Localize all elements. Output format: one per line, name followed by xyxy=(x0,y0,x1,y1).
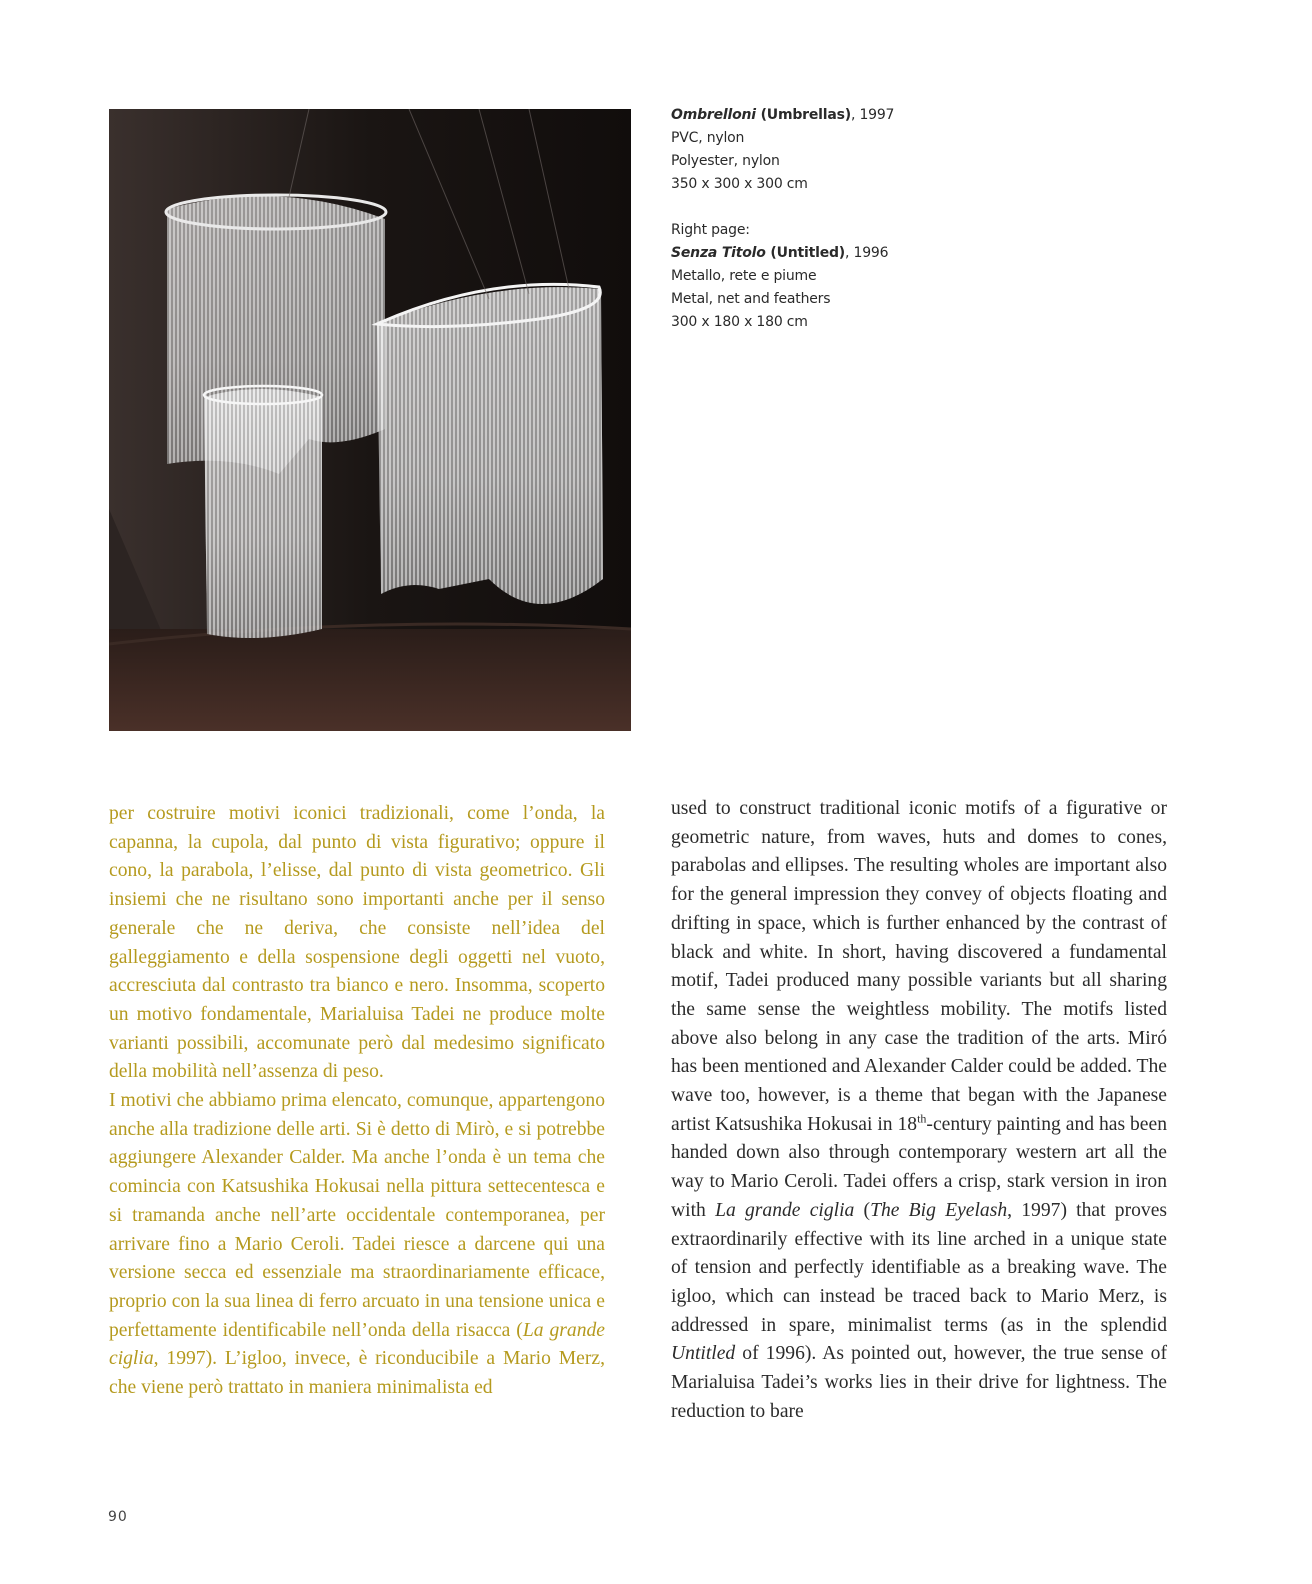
italian-paragraph-2: I motivi che abbiamo prima elencato, comunque, appartengono anche alla tradizione delle arti. Si è detto di Mirò, e si potrebbe aggiungere Alexander Calder. Ma anche l’onda è un tema che comincia con Katsushika Hokusai nella pittura settecentesca e si tramanda anche nell’arte occidentale contemporanea, per arrivare fino a Mario Ceroli. Tadei riesce a darcene qui una versione secca ed essenziale ma straordinariamente efficace, proprio con la sua linea di ferro arcuato in una tensione unica e perfettamente identificabile nell’onda della risacca (La grande ciglia, 1997). L’igloo, invece, è riconducibile a Mario Merz, che viene però trattato in maniera minimalista ed xyxy=(109,1090,605,1399)
italian-text-column xyxy=(109,800,605,1403)
caption-ombrelloni-title: Ombrelloni (Umbrellas), 1997 xyxy=(671,107,895,123)
caption-right-page-label: Right page: xyxy=(671,222,750,238)
artwork-photo xyxy=(109,109,631,731)
caption-senza-titolo-materials-en: Metal, net and feathers xyxy=(671,291,831,307)
page-number: 90 xyxy=(108,1509,128,1525)
chandelier-illustration xyxy=(109,109,631,731)
english-paragraph: used to construct traditional iconic motifs of a figurative or geometric nature, from waves, huts and domes to cones, parabolas and ellipses. The resulting wholes are important also for the general impression they convey of objects floating and drifting in space, which is further enhanced by the contrast of black and white. In short, having discovered a fundamental motif, Tadei produced many possible variants but all sharing the same sense the weightless mobility. The motifs listed above also belong in any case the tradition of the arts. Miró has been mentioned and Alexander Calder could be added. The wave too, however, is a theme that began with the Japanese artist Katsushika Hokusai in 18th-century painting and has been handed down also through contemporary western art all the way to Mario Ceroli. Tadei offers a crisp, stark version in iron with La grande ciglia (The Big Eyelash, 1997) that proves extraordinarily effective with its line arched in a unique state of tension and perfectly identifiable as a breaking wave. The igloo, which can instead be traced back to Mario Merz, is addressed in spare, minimalist terms (as in the splendid Untitled of 1996). As pointed out, however, the true sense of Marialuisa Tadei’s works lies in their drive for lightness. The reduction to bare xyxy=(671,798,1168,1422)
caption-senza-titolo-dimensions: 300 x 180 x 180 cm xyxy=(671,314,808,330)
caption-ombrelloni-materials-en: Polyester, nylon xyxy=(671,153,780,169)
caption-ombrelloni-dimensions: 350 x 300 x 300 cm xyxy=(671,176,808,192)
caption-senza-titolo-materials-it: Metallo, rete e piume xyxy=(671,268,817,284)
caption-senza-titolo-title: Senza Titolo (Untitled), 1996 xyxy=(671,245,889,261)
image-captions xyxy=(671,104,971,334)
english-text-column xyxy=(671,795,1167,1426)
italian-paragraph-1: per costruire motivi iconici tradizionali, come l’onda, la capanna, la cupola, dal punto di vista figurativo; oppure il cono, la parabola, l’elisse, dal punto di vista geometrico. Gli insiemi che ne risultano sono importanti anche per il senso generale che ne deriva, che consiste nell’idea del galleggiamento e della sospensione degli oggetti nel vuoto, accresciuta dal contrasto tra bianco e nero. Insomma, scoperto un motivo fondamentale, Marialuisa Tadei ne produce molte varianti possibili, accomunate però dal medesimo significato della mobilità nell’assenza di peso. xyxy=(109,803,605,1083)
caption-ombrelloni-materials-it: PVC, nylon xyxy=(671,130,745,146)
